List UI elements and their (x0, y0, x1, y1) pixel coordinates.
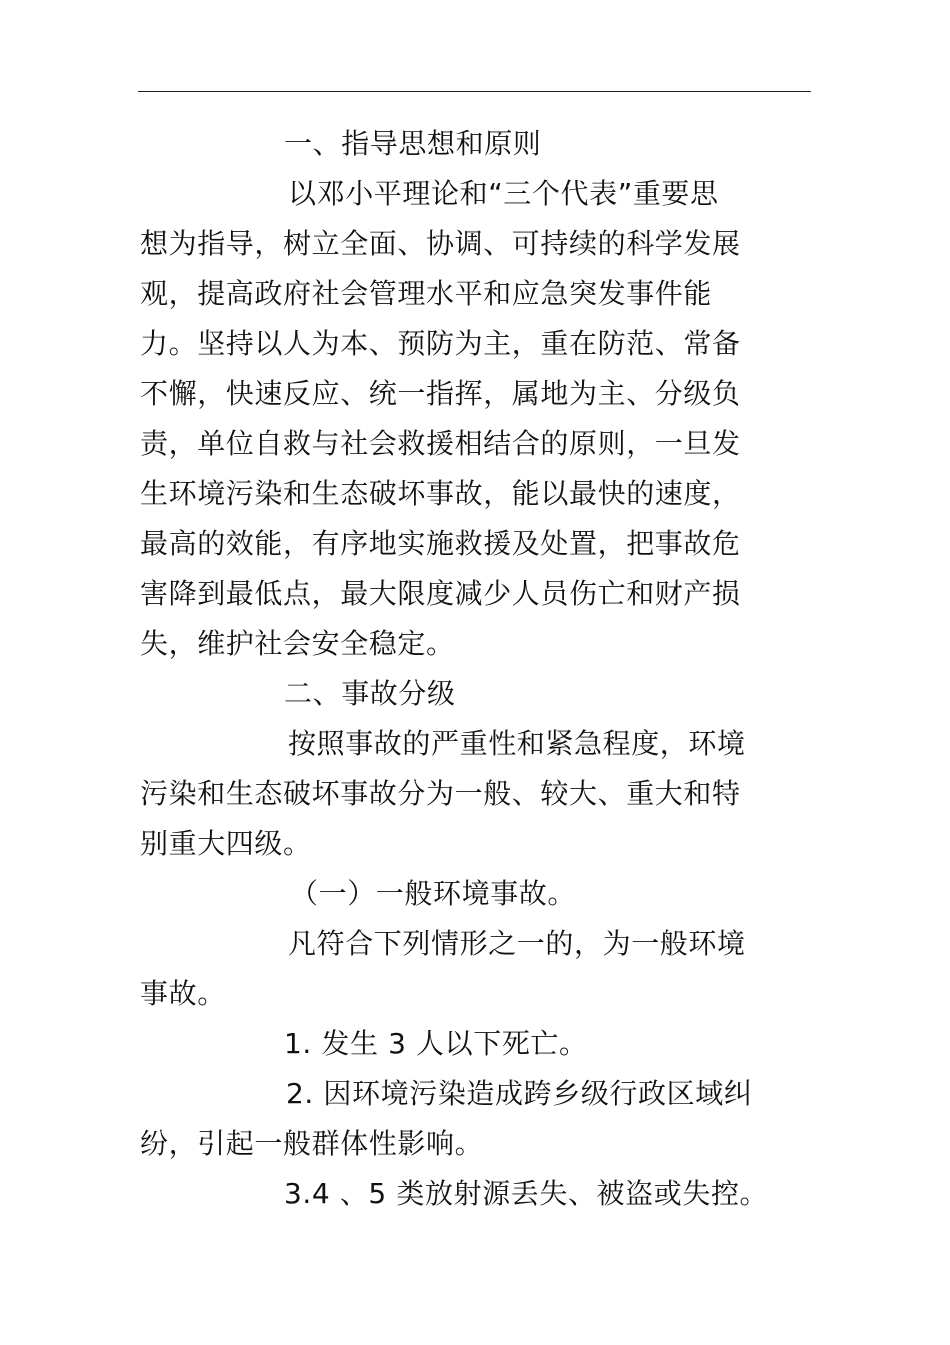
paragraph-line: 失，维护社会安全稳定。 (140, 627, 455, 660)
paragraph-line: 以邓小平理论和“三个代表”重要思 (288, 177, 719, 210)
paragraph-line: 观，提高政府社会管理水平和应急突发事件能 (140, 277, 713, 310)
paragraph-line: 生环境污染和生态破坏事故，能以最快的速度， (140, 477, 741, 510)
paragraph-line: 别重大四级。 (140, 827, 312, 860)
paragraph-line: 不懈，快速反应、统一指挥，属地为主、分级负 (140, 377, 741, 410)
paragraph-line: 责，单位自救与社会救援相结合的原则，一旦发 (140, 427, 741, 460)
paragraph-line: 害降到最低点，最大限度减少人员伤亡和财产损 (140, 577, 741, 610)
list-item: 2. 因环境污染造成跨乡级行政区域纠 (286, 1077, 753, 1110)
section-heading-guiding-principles: 一、指导思想和原则 (284, 127, 542, 160)
paragraph-line: 按照事故的严重性和紧急程度，环境 (288, 727, 746, 760)
subsection-heading-general-accident: （一）一般环境事故。 (290, 877, 577, 910)
section-heading-accident-classification: 二、事故分级 (284, 677, 456, 710)
list-item-continuation: 纷，引起一般群体性影响。 (140, 1127, 484, 1160)
paragraph-line: 事故。 (140, 977, 226, 1010)
paragraph-line: 想为指导，树立全面、协调、可持续的科学发展 (140, 227, 741, 260)
list-item: 3.4 、5 类放射源丢失、被盗或失控。 (284, 1177, 769, 1210)
paragraph-line: 最高的效能，有序地实施救援及处置，把事故危 (140, 527, 741, 560)
paragraph-line: 凡符合下列情形之一的，为一般环境 (288, 927, 746, 960)
header-rule (138, 91, 811, 92)
list-item: 1. 发生 3 人以下死亡。 (284, 1027, 588, 1060)
paragraph-line: 污染和生态破坏事故分为一般、较大、重大和特 (140, 777, 741, 810)
paragraph-line: 力。坚持以人为本、预防为主，重在防范、常备 (140, 327, 741, 360)
